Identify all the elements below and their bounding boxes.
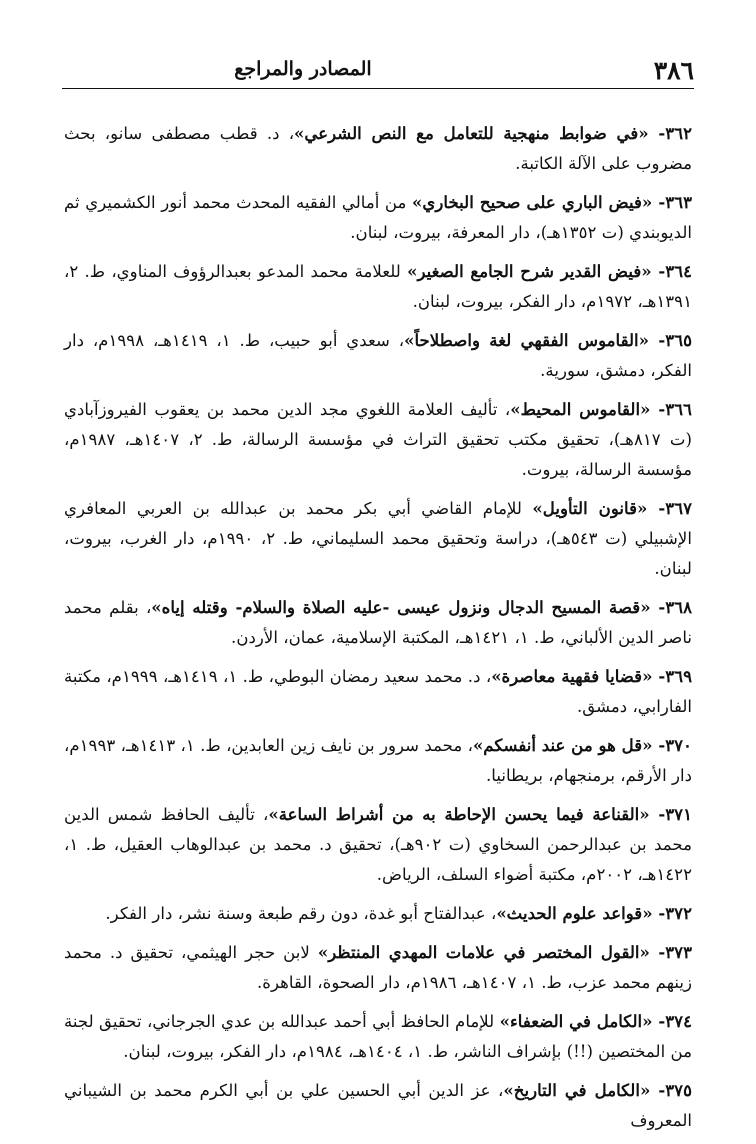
entry-number: ٣٦٧- bbox=[647, 498, 692, 518]
bibliography-entry bbox=[64, 592, 692, 653]
bibliography-entry bbox=[64, 325, 692, 386]
entry-number: ٣٦٤- bbox=[651, 261, 693, 281]
entry-details: ، بقلم محمد ناصر الدين الألباني، ط. ١، ١٤٢١هـ، المكتبة الإسلامية، عمان، الأردن. bbox=[64, 598, 692, 647]
entry-title: «فيض الباري على صحيح البخاري» bbox=[412, 192, 653, 212]
entry-details: للعلامة محمد المدعو بعبدالرؤوف المناوي، ط. ٢، ١٣٩١هـ، ١٩٧٢م، دار الفكر، بيروت، لبنان. bbox=[64, 262, 692, 311]
entry-number: ٣٧١- bbox=[649, 804, 692, 824]
entry-number: ٣٧٠- bbox=[652, 735, 692, 755]
bibliography-entry bbox=[64, 256, 692, 317]
bibliography-entry bbox=[64, 898, 692, 929]
header-rule bbox=[62, 88, 694, 89]
bibliography-entry bbox=[64, 394, 692, 485]
entry-title: «الكامل في الضعفاء» bbox=[499, 1011, 653, 1031]
entry-details: ، عز الدين أبي الحسين علي بن أبي الكرم محمد بن الشيباني المعروف bbox=[64, 1081, 692, 1130]
running-title: المصادر والمراجع bbox=[234, 58, 372, 80]
entry-number: ٣٦٨- bbox=[650, 597, 692, 617]
bibliography-entry bbox=[64, 937, 692, 998]
entry-details: ، تأليف الحافظ شمس الدين محمد بن عبدالرحمن السخاوي (ت ٩٠٢هـ)، تحقيق د. محمد بن عبدالوهاب العقيل، ط. ١، ١٤٢٢هـ، ٢٠٠٢م، مكتبة أضواء السلف، الرياض. bbox=[64, 805, 692, 884]
entry-title: «قواعد علوم الحديث» bbox=[496, 903, 653, 923]
page-number: ٣٨٦ bbox=[653, 56, 694, 85]
entry-number: ٣٦٣- bbox=[652, 192, 692, 212]
entry-title: «فيض القدير شرح الجامع الصغير» bbox=[407, 261, 652, 281]
entry-number: ٣٧٥- bbox=[650, 1080, 692, 1100]
bibliography-entry bbox=[64, 661, 692, 722]
bibliography-entry bbox=[64, 187, 692, 248]
page-header bbox=[62, 56, 694, 90]
entry-details: للإمام الحافظ أبي أحمد عبدالله بن عدي الجرجاني، تحقيق لجنة من المختصين (!!) بإشراف الناشر، ط. ١، ١٤٠٤هـ، ١٩٨٤م، دار الفكر، بيروت، لبنان. bbox=[64, 1012, 692, 1061]
bibliography-entry bbox=[64, 493, 692, 584]
entry-number: ٣٦٥- bbox=[649, 330, 693, 350]
entry-title: «القول المختصر في علامات المهدي المنتظر» bbox=[317, 942, 650, 962]
entry-title: «القناعة فيما يحسن الإحاطة به من أشراط الساعة» bbox=[268, 804, 650, 824]
entry-title: «القاموس الفقهي لغة واصطلاحاً» bbox=[404, 330, 650, 350]
bibliography-entry bbox=[64, 799, 692, 890]
entry-details: لابن حجر الهيثمي، تحقيق د. محمد زينهم محمد عزب، ط. ١، ١٤٠٧هـ، ١٩٨٦م، دار الصحوة، القاهرة. bbox=[64, 943, 692, 992]
entry-title: «الكامل في التاريخ» bbox=[503, 1080, 651, 1100]
bibliography-entry bbox=[64, 1075, 692, 1136]
bibliography-entry bbox=[64, 1006, 692, 1067]
entry-details: ، سعدي أبو حبيب، ط. ١، ١٤١٩هـ، ١٩٩٨م، دار الفكر، دمشق، سورية. bbox=[64, 331, 692, 380]
entry-number: ٣٧٣- bbox=[649, 942, 692, 962]
entry-number: ٣٦٩- bbox=[652, 666, 693, 686]
entry-details: ، د. محمد سعيد رمضان البوطي، ط. ١، ١٤١٩هـ، ١٩٩٩م، مكتبة الفارابي، دمشق. bbox=[64, 667, 692, 716]
bibliography-entry bbox=[64, 118, 692, 179]
entry-title: «في ضوابط منهجية للتعامل مع النص الشرعي» bbox=[294, 123, 649, 143]
entry-details: ، محمد سرور بن نايف زين العابدين، ط. ١، ١٤١٣هـ، ١٩٩٣م، دار الأرقم، برمنجهام، بريطانيا. bbox=[64, 736, 692, 785]
entry-details: للإمام القاضي أبي بكر محمد بن عبدالله بن العربي المعافري الإشبيلي (ت ٥٤٣هـ)، دراسة وتحقيق محمد السليماني، ط. ٢، ١٩٩٠م، دار الغرب، بيروت، لبنان. bbox=[64, 499, 693, 578]
entry-title: «قصة المسيح الدجال ونزول عيسى -عليه الصلاة والسلام- وقتله إياه» bbox=[151, 597, 651, 617]
entry-title: «قانون التأويل» bbox=[532, 498, 648, 518]
entry-title: «قل هو من عند أنفسكم» bbox=[472, 735, 653, 755]
entry-details: ، عبدالفتاح أبو غدة، دون رقم طبعة وسنة نشر، دار الفكر. bbox=[105, 904, 497, 923]
entry-number: ٣٧٢- bbox=[652, 903, 692, 923]
entry-title: «القاموس المحيط» bbox=[510, 399, 651, 419]
entry-number: ٣٧٤- bbox=[652, 1011, 693, 1031]
entry-details: ، تأليف العلامة اللغوي مجد الدين محمد بن يعقوب الفيروزآبادي (ت ٨١٧هـ)، تحقيق مكتب تحقيق التراث في مؤسسة الرسالة، ط. ٢، ١٤٠٧هـ، ١٩٨٧م، مؤسسة الرسالة، بيروت. bbox=[64, 400, 692, 479]
entry-number: ٣٦٦- bbox=[650, 399, 692, 419]
entry-details: من أمالي الفقيه المحدث محمد أنور الكشميري ثم الديوبندي (ت ١٣٥٢هـ)، دار المعرفة، بيروت، لبنان. bbox=[64, 193, 692, 242]
entry-details: ، د. قطب مصطفى سانو، بحث مضروب على الآلة الكاتبة. bbox=[64, 124, 692, 173]
entry-number: ٣٦٢- bbox=[648, 123, 692, 143]
bibliography-list bbox=[64, 118, 692, 1144]
entry-title: «قضايا فقهية معاصرة» bbox=[491, 666, 653, 686]
bibliography-entry bbox=[64, 730, 692, 791]
